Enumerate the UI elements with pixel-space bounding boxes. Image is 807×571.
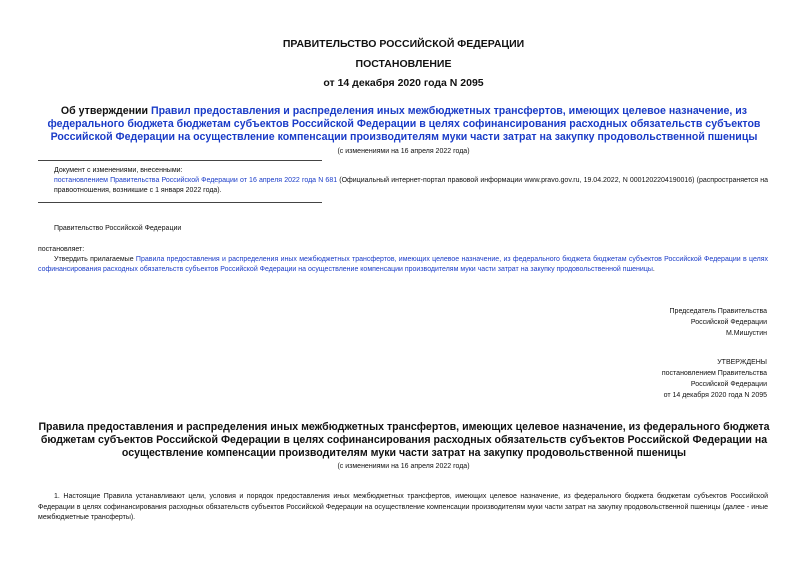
signature-block [467, 306, 767, 339]
divider-bottom [38, 202, 322, 203]
approve-suffix: . [652, 266, 655, 273]
changes-heading: Документ с изменениями, внесенными: [54, 167, 183, 174]
changes-text [38, 176, 768, 196]
approve-prefix: Утвердить прилагаемые [54, 256, 136, 263]
signature-line-1: Председатель Правительства [669, 308, 767, 315]
document-title [36, 105, 772, 143]
approved-line-3: Российской Федерации [690, 381, 767, 388]
rules-title: Правила предоставления и распределения иных межбюджетных трансфертов, имеющих целевое назначение, из федерального бюджета бюджетам субъектов Российской Федерации в целях софинансирования расходных обязательств субъектов Российской Федерации на осуществление компенсации производителям муки части затрат на закупку продовольственной пшеницы [38, 421, 770, 459]
title-prefix: Об утверждении [60, 105, 151, 117]
approved-line-1: УТВЕРЖДЕНЫ [717, 359, 767, 366]
rules-amendment-note: (с изменениями на 16 апреля 2022 года) [337, 463, 470, 470]
changes-block [38, 166, 768, 196]
document-type: ПОСТАНОВЛЕНИЕ [355, 58, 452, 70]
document-date-number: от 14 декабря 2020 года N 2095 [323, 77, 484, 89]
amendment-note: (с изменениями на 16 апреля 2022 года) [337, 148, 470, 155]
title-rules-link[interactable]: Правил предоставления и распределения иных межбюджетных трансфертов, имеющих целевое назначение, из федерального бюджета бюджетам субъектов Российской Федерации в целях софинансирования расходных обязательств субъектов Российской Федерации на осуществление компенсации производителям муки части затрат на закупку продовольственной пшеницы [47, 105, 761, 143]
divider-top [38, 160, 322, 161]
approved-line-4: от 14 декабря 2020 года N 2095 [663, 392, 767, 399]
government-header: ПРАВИТЕЛЬСТВО РОССИЙСКОЙ ФЕДЕРАЦИИ [282, 38, 525, 50]
changes-source: (Официальный интернет-портал правовой информации www.pravo.gov.ru, 19.04.2022, N 0001202204190016) (распространяется на правоотношения, возникшие с 1 января 2022 года). [54, 177, 768, 194]
decree-block [38, 245, 768, 275]
approved-block [467, 357, 767, 401]
rules-paragraph-1: 1. Настоящие Правила устанавливают цели, условия и порядок предоставления иных межбюджетных трансфертов, имеющих целевое назначение, из федерального бюджета бюджетам субъектов Российской Федерации в целях софинансирования расходных обязательств субъектов Российской Федерации на осуществление компенсации производителям муки части затрат на закупку продовольственной пшеницы (далее - иные межбюджетные трансферты). [38, 493, 768, 521]
approve-paragraph [38, 255, 768, 275]
signature-line-3: М.Мишустин [725, 330, 767, 337]
amending-decree-link[interactable]: постановлением Правительства Российской Федерации от 16 апреля 2022 года N 681 [54, 177, 338, 184]
approved-rules-link[interactable]: Правила предоставления и распределения иных межбюджетных трансфертов, имеющих целевое назначение, из федерального бюджета бюджетам субъектов Российской Федерации в целях софинансирования расходных обязательств субъектов Российской Федерации на осуществление компенсации производителям муки части затрат на закупку продовольственной пшеницы [38, 256, 768, 273]
government-line: Правительство Российской Федерации [54, 225, 182, 232]
decides-line: постановляет: [38, 246, 85, 253]
approved-line-2: постановлением Правительства [661, 370, 767, 377]
signature-line-2: Российской Федерации [690, 319, 767, 326]
